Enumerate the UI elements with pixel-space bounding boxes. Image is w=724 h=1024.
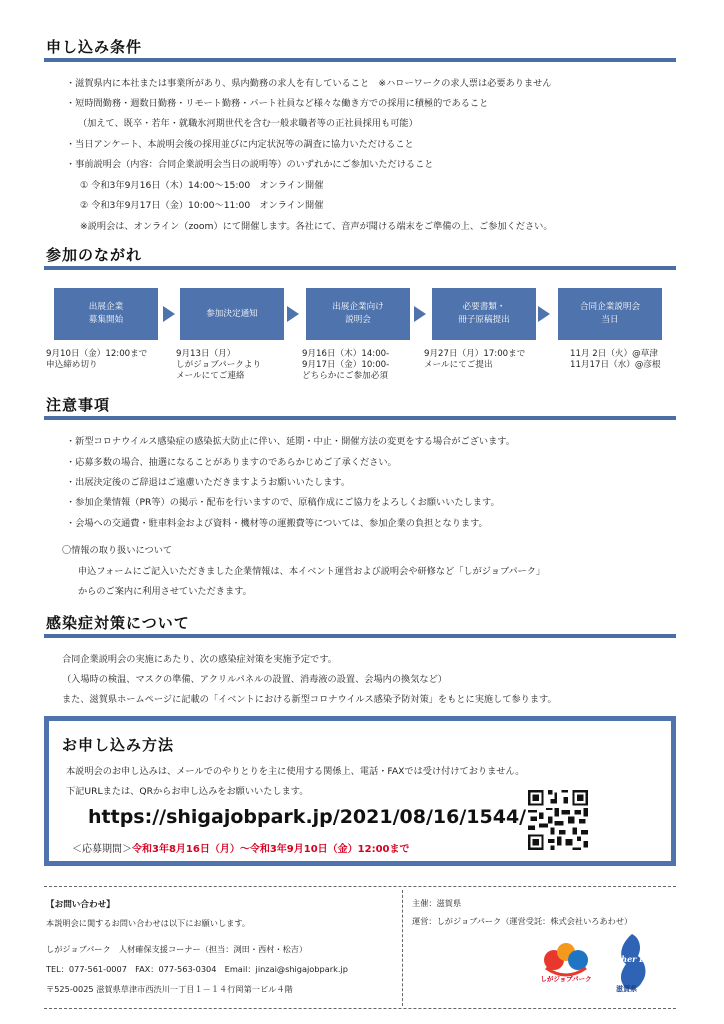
info-line-2: からのご案内に利用させていただきます。 — [78, 586, 252, 597]
info-heading: 〇情報の取り扱いについて — [62, 545, 173, 556]
flow-arrow-icon — [287, 306, 299, 322]
infection-rule — [44, 634, 676, 638]
flow-note-1: 9月10日（金）12:00まで 申込締め切り — [46, 349, 148, 371]
condition-session-note: ※説明会は、オンライン（zoom）にて開催します。各社にて、音声が聞ける端末をご準備の上、ご参加ください。 — [80, 221, 553, 232]
shiga-job-park-logo-icon — [538, 938, 594, 994]
flow-note-2: 9月13日（月） しがジョブパークより メールにてご連絡 — [176, 349, 262, 382]
logo-job-text: しがジョブパーク — [540, 975, 592, 983]
qr-code-icon[interactable] — [526, 788, 590, 852]
flow-arrow-icon — [163, 306, 175, 322]
condition-item-3: ・当日アンケート、本説明会後の採用並びに内定状況等の調査に協力いただけること — [66, 139, 414, 150]
note-item-4: ・参加企業情報（PR等）の掲示・配布を行いますので、原稿作成にご協力をよろしくお願いいたします。 — [66, 497, 500, 508]
infection-line-1: 合同企業説明会の実施にあたり、次の感染症対策を実施予定です。 — [62, 654, 337, 665]
flow-step-4 — [432, 288, 536, 340]
notes-rule — [44, 416, 676, 420]
condition-item-2: ・短時間勤務・週数日勤務・リモート勤務・パート社員など様々な働き方での採用に積極的であること — [66, 98, 489, 109]
contact-phone: TEL：077-561-0007 FAX：077-563-0304 Email：jinzai@shigajobpark.jp — [46, 964, 348, 974]
host-label: 主催：滋賀県 — [412, 898, 462, 908]
deadline-value: 令和3年8月16日（月）～令和3年9月10日（金）12:00まで — [132, 844, 410, 855]
flow-step-label: 出展企業向け — [332, 302, 384, 313]
condition-session-1: ① 令和3年9月16日（木）14:00～15:00 オンライン開催 — [80, 180, 324, 191]
footer-divider — [402, 890, 403, 1006]
infection-line-2: （入場時の検温、マスクの準備、アクリルパネルの設置、消毒液の設置、会場内の換気など） — [62, 674, 447, 685]
condition-session-2: ② 令和3年9月17日（金）10:00～11:00 オンライン開催 — [80, 200, 324, 211]
condition-item-2-note: （加えて、既卒・若年・就職氷河期世代を含む一般求職者等の正社員採用も可能） — [78, 118, 418, 129]
logo-pref-text: 滋賀県 — [616, 985, 637, 993]
note-item-1: ・新型コロナウイルス感染症の感染拡大防止に伴い、延期・中止・開催方法の変更をする場合がございます。 — [66, 436, 515, 447]
flow-step-label: 冊子原稿提出 — [458, 315, 510, 325]
flow-step-label: 募集開始 — [88, 315, 124, 325]
condition-item-1: ・滋賀県内に本社または事業所があり、県内勤務の求人を有していること ※ハローワークの求人票は必要ありません — [66, 78, 552, 89]
note-item-5: ・会場への交通費・駐車料金および資料・機材等の運搬費等については、参加企業の負担となります。 — [66, 518, 488, 529]
note-item-3: ・出展決定後のご辞退はご遠慮いただきますようお願いいたします。 — [66, 477, 351, 488]
deadline-label: ＜応募期間＞ — [72, 844, 132, 855]
apply-line-2: 下記URLまたは、QRからお申し込みをお願いいたします。 — [66, 786, 309, 797]
flow-step-label: 必要書類・ — [462, 302, 506, 313]
flow-step-label: 出展企業 — [88, 302, 124, 313]
flow-note-3: 9月16日（木）14:00- 9月17日（金）10:00- どちらかにご参加必須 — [302, 349, 390, 382]
apply-title: お申し込み方法 — [62, 736, 175, 754]
flow-step-2 — [180, 288, 284, 340]
flow-step-label: 参加決定通知 — [206, 308, 258, 319]
flow-step-label: 合同企業説明会 — [579, 302, 641, 313]
operator-label: 運営：しがジョブパーク（運営受託：株式会社いろあわせ） — [412, 916, 633, 926]
flow-step-label: 当日 — [601, 315, 619, 325]
flow-arrow-icon — [414, 306, 426, 322]
flow-step-3 — [306, 288, 410, 340]
flow-step-label: 説明会 — [345, 315, 371, 325]
footer-rule-top — [44, 886, 676, 887]
flow-rule — [44, 266, 676, 270]
conditions-rule — [44, 58, 676, 62]
apply-url-link[interactable]: https://shigajobpark.jp/2021/08/16/1544/ — [88, 806, 527, 828]
contact-address: 〒525-0025 滋賀県草津市西渋川一丁目１－１４行岡第一ビル４階 — [46, 984, 293, 994]
flow-title: 参加のながれ — [46, 246, 143, 264]
contact-org: しがジョブパーク 人材確保支援コーナー（担当：渕田・西村・松吉） — [46, 944, 308, 954]
apply-deadline — [72, 840, 410, 855]
infection-line-3: また、滋賀県ホームページに記載の「イベントにおける新型コロナウイルス感染予防対策」をもとに実施して参ります。 — [62, 694, 557, 705]
flow-arrow-icon — [538, 306, 550, 322]
flow-note-5: 11月 2日（火）@草津 11月17日（水）@彦根 — [570, 349, 661, 371]
contact-heading: 【お問い合わせ】 — [46, 900, 115, 910]
note-item-2: ・応募多数の場合、抽選になることがありますのであらかじめご了承ください。 — [66, 457, 397, 468]
conditions-title: 申し込み条件 — [46, 38, 143, 56]
notes-title: 注意事項 — [46, 396, 111, 414]
flow-step-5 — [558, 288, 662, 340]
infection-title: 感染症対策について — [46, 614, 190, 632]
condition-item-4: ・事前説明会（内容：合同企業説明会当日の説明等）のいずれかにご参加いただけること — [66, 159, 434, 170]
apply-line-1: 本説明会のお申し込みは、メールでのやりとりを主に使用する関係上、電話・FAXでは受け付けておりません。 — [66, 766, 525, 777]
flow-note-4: 9月27日（月）17:00まで メールにてご提出 — [424, 349, 526, 371]
contact-intro: 本説明会に関するお問い合わせは以下にお願いします。 — [46, 918, 251, 928]
flow-step-1 — [54, 288, 158, 340]
logo-lake-text: Mother Lake — [603, 954, 661, 964]
footer-rule-bottom — [44, 1008, 676, 1009]
info-line-1: 申込フォームにご記入いただきました企業情報は、本イベント運営および説明会や研修など「しがジョブパーク」 — [78, 566, 546, 577]
